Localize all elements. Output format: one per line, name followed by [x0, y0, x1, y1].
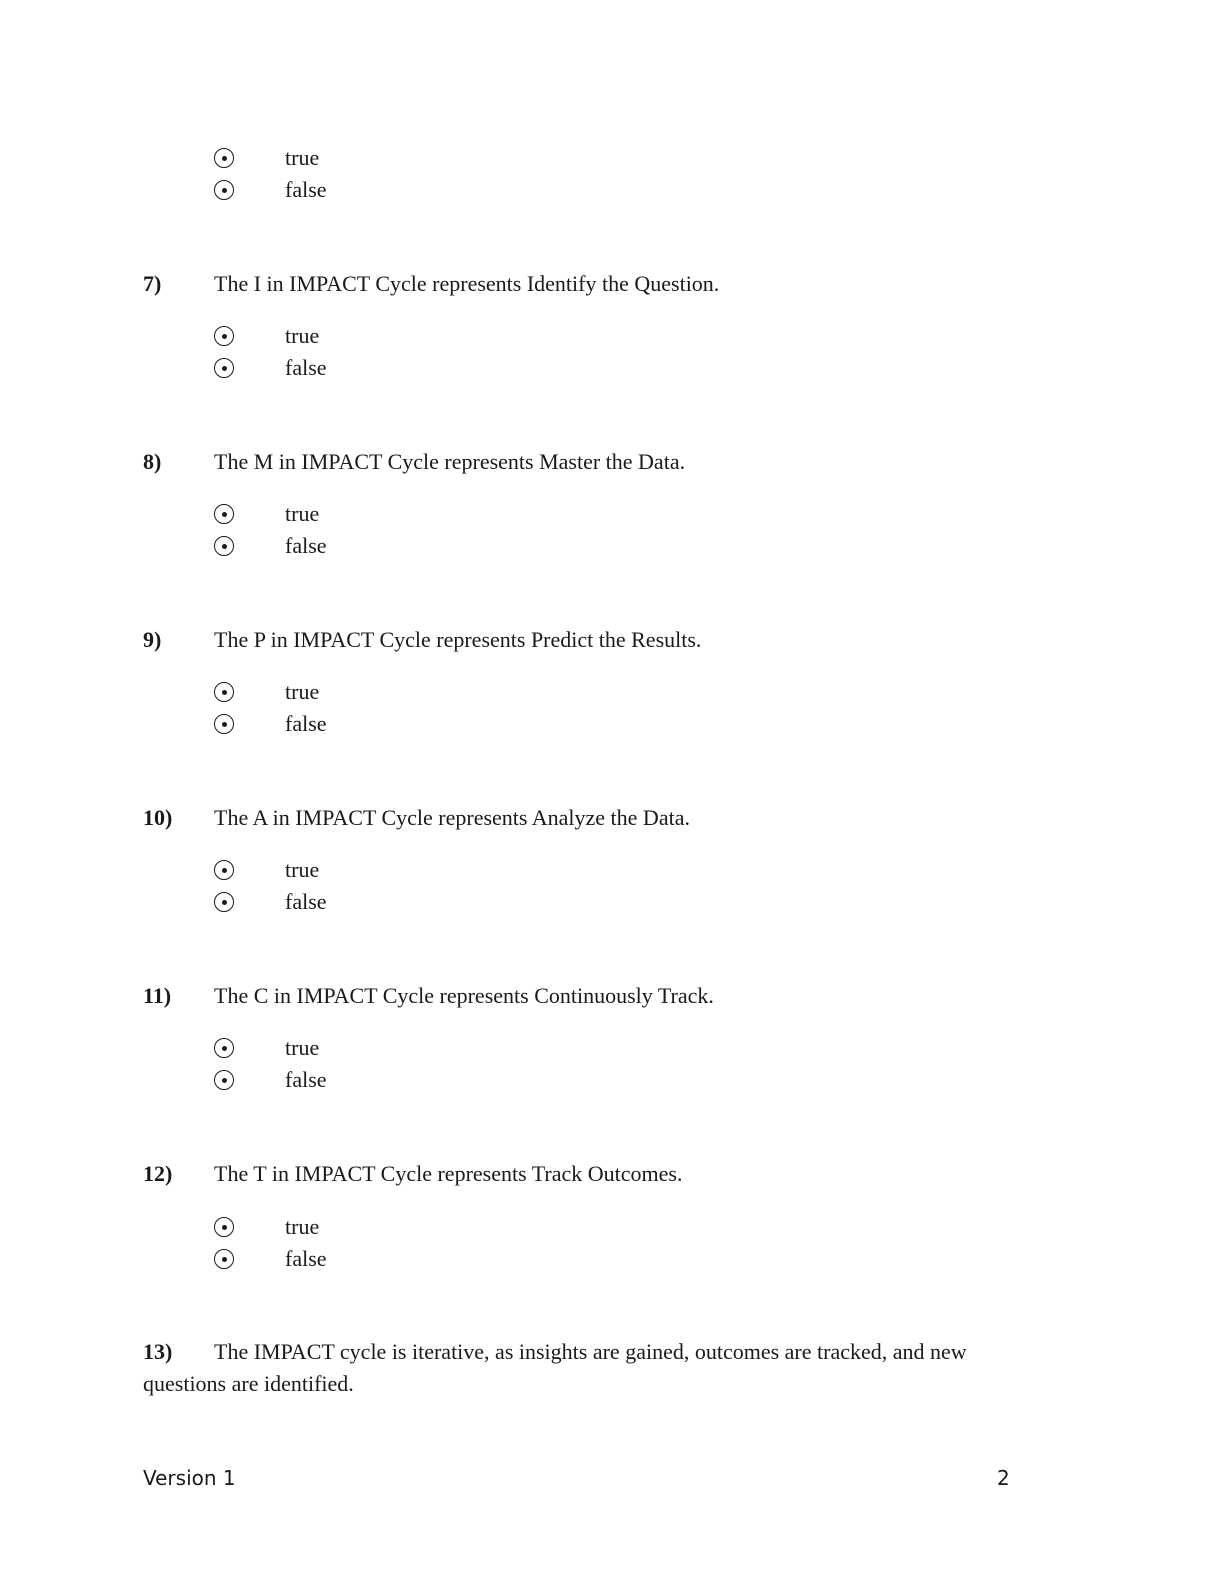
question-number: 7) [143, 271, 162, 296]
option-label: true [285, 679, 320, 704]
option-label: true [285, 1035, 320, 1060]
radio-icon[interactable] [214, 714, 234, 734]
radio-icon[interactable] [214, 180, 234, 200]
radio-icon[interactable] [214, 536, 234, 556]
question-text: The P in IMPACT Cycle represents Predict the Results. [214, 627, 702, 652]
option-label: false [285, 533, 327, 558]
radio-icon[interactable] [214, 1249, 234, 1269]
question-number: 10) [143, 805, 173, 830]
question-text: The C in IMPACT Cycle represents Continuously Track. [214, 983, 714, 1008]
question-text: The T in IMPACT Cycle represents Track Outcomes. [214, 1161, 683, 1186]
question-number: 8) [143, 449, 162, 474]
option-label: true [285, 145, 320, 170]
footer-version: Version 1 [143, 1466, 236, 1490]
question-number: 12) [143, 1161, 173, 1186]
option-label: false [285, 1067, 327, 1092]
radio-icon[interactable] [214, 148, 234, 168]
radio-icon[interactable] [214, 504, 234, 524]
option-label: true [285, 1214, 320, 1239]
radio-icon[interactable] [214, 1070, 234, 1090]
question-text: The M in IMPACT Cycle represents Master the Data. [214, 449, 686, 474]
footer-page-number: 2 [997, 1466, 1010, 1490]
question-number: 13) [143, 1339, 173, 1364]
option-label: false [285, 355, 327, 380]
option-label: false [285, 177, 327, 202]
radio-icon[interactable] [214, 892, 234, 912]
question-number: 9) [143, 627, 162, 652]
radio-icon[interactable] [214, 1038, 234, 1058]
question-text: The A in IMPACT Cycle represents Analyze the Data. [214, 805, 690, 830]
option-label: true [285, 323, 320, 348]
question-text: The IMPACT cycle is iterative, as insights are gained, outcomes are tracked, and new questions are identified. [143, 1339, 967, 1396]
option-label: false [285, 711, 327, 736]
question-text: The I in IMPACT Cycle represents Identify the Question. [214, 271, 720, 296]
option-label: false [285, 889, 327, 914]
radio-icon[interactable] [214, 326, 234, 346]
option-label: true [285, 857, 320, 882]
question-number: 11) [143, 983, 172, 1008]
radio-icon[interactable] [214, 682, 234, 702]
radio-icon[interactable] [214, 860, 234, 880]
option-label: true [285, 501, 320, 526]
option-label: false [285, 1246, 327, 1271]
radio-icon[interactable] [214, 1217, 234, 1237]
radio-icon[interactable] [214, 358, 234, 378]
